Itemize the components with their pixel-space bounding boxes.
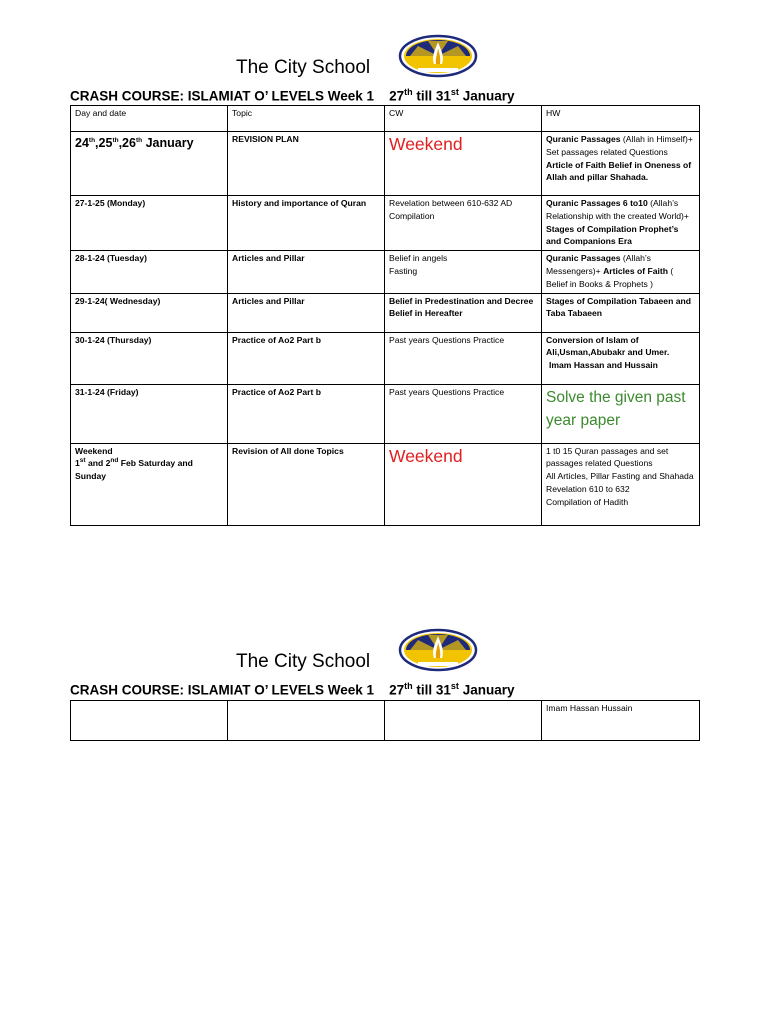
table-row bbox=[71, 251, 700, 293]
table-header-row bbox=[71, 106, 700, 132]
topic-cell bbox=[228, 701, 385, 741]
table-row bbox=[71, 443, 700, 525]
school-title-2: The City School bbox=[236, 651, 371, 672]
day-cell: 30-1-24 (Thursday) bbox=[71, 332, 228, 384]
table-row bbox=[71, 132, 700, 196]
header-day: Day and date bbox=[71, 106, 228, 132]
day-cell bbox=[71, 701, 228, 741]
cw-cell bbox=[385, 443, 542, 525]
cw-cell bbox=[385, 132, 542, 196]
hw-cell: Quranic Passages (Allah’s Messengers)+ Articles of Faith ( Belief in Books & Prophets ) bbox=[542, 251, 700, 293]
city-school-crest-icon bbox=[398, 34, 478, 78]
table-row bbox=[71, 384, 700, 443]
topic-cell: Revision of All done Topics bbox=[228, 443, 385, 525]
cw-cell: Belief in angels Fasting bbox=[385, 251, 542, 293]
hw-cell: Stages of Compilation Tabaeen and Taba Tabaeen bbox=[542, 293, 700, 332]
day-cell: 28-1-24 (Tuesday) bbox=[71, 251, 228, 293]
topic-cell: REVISION PLAN bbox=[228, 132, 385, 196]
cw-cell: Belief in Predestination and Decree Belief in Hereafter bbox=[385, 293, 542, 332]
school-title: The City School bbox=[236, 57, 371, 78]
schedule-table-2 bbox=[70, 700, 700, 741]
table-row bbox=[71, 332, 700, 384]
table-row bbox=[71, 701, 700, 741]
cw-cell: Past years Questions Practice bbox=[385, 384, 542, 443]
hw-cell: Quranic Passages 6 to10 (Allah’s Relationship with the created World)+ Stages of Compilation Prophet’s and Companions Era bbox=[542, 196, 700, 251]
cw-weekend: Weekend bbox=[389, 445, 463, 466]
day-cell: 24th,25th,26th January bbox=[71, 132, 228, 196]
course-title: CRASH COURSE: ISLAMIAT O’ LEVELS Week 1 27th till 31st January bbox=[70, 87, 515, 104]
cw-cell bbox=[385, 701, 542, 741]
table-row bbox=[71, 196, 700, 251]
hw-solve-paper: Solve the given past year paper bbox=[546, 388, 686, 429]
cw-weekend: Weekend bbox=[389, 134, 463, 154]
hw-cell bbox=[542, 384, 700, 443]
hw-cell: 1 t0 15 Quran passages and set passages related Questions All Articles, Pillar Fasting and Shahada Revelation 610 to 632 Compilation of Hadith bbox=[542, 443, 700, 525]
hw-cell: Quranic Passages (Allah in Himself)+ Set passages related Questions Article of Faith Belief in Oneness of Allah and pillar Shahada. bbox=[542, 132, 700, 196]
cw-cell: Revelation between 610-632 AD Compilation bbox=[385, 196, 542, 251]
course-title-2: CRASH COURSE: ISLAMIAT O’ LEVELS Week 1 27th till 31st January bbox=[70, 681, 515, 698]
topic-cell: Articles and Pillar bbox=[228, 251, 385, 293]
table-row bbox=[71, 293, 700, 332]
cw-cell: Past years Questions Practice bbox=[385, 332, 542, 384]
hw-cell: Conversion of Islam of Ali,Usman,Abubakr and Umer. Imam Hassan and Hussain bbox=[542, 332, 700, 384]
hw-cell: Imam Hassan Hussain bbox=[542, 701, 700, 741]
header-topic: Topic bbox=[228, 106, 385, 132]
topic-cell: Practice of Ao2 Part b bbox=[228, 332, 385, 384]
day-cell: 31-1-24 (Friday) bbox=[71, 384, 228, 443]
day-cell: 27-1-25 (Monday) bbox=[71, 196, 228, 251]
header-hw: HW bbox=[542, 106, 700, 132]
header-cw: CW bbox=[385, 106, 542, 132]
day-cell: 29-1-24( Wednesday) bbox=[71, 293, 228, 332]
topic-cell: Practice of Ao2 Part b bbox=[228, 384, 385, 443]
topic-cell: History and importance of Quran bbox=[228, 196, 385, 251]
topic-cell: Articles and Pillar bbox=[228, 293, 385, 332]
day-cell: Weekend 1st and 2nd Feb Saturday and Sunday bbox=[71, 443, 228, 525]
city-school-crest-icon bbox=[398, 628, 478, 672]
schedule-table bbox=[70, 105, 700, 526]
